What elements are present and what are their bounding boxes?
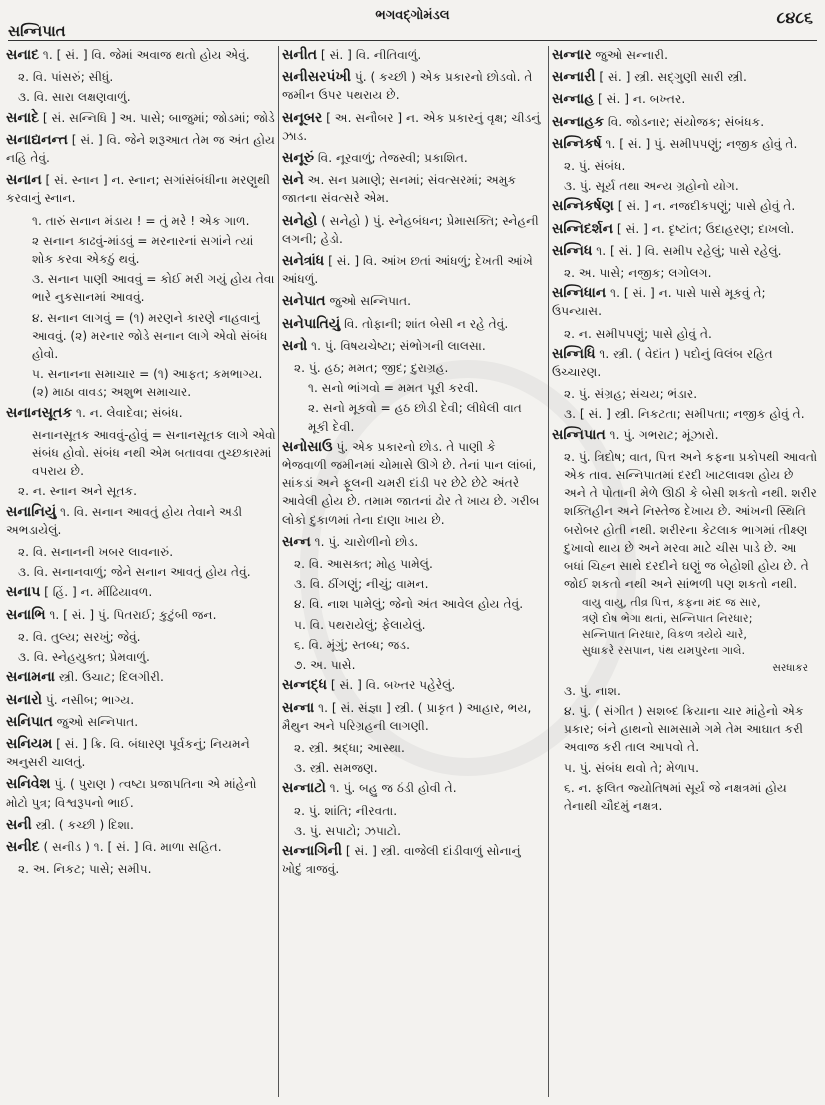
headword: સનાનસૂતક	[6, 404, 73, 421]
definition-text: [ સં. ] ન. બખ્તર.	[594, 92, 686, 107]
entry-sense	[282, 379, 544, 397]
dictionary-entry	[282, 533, 544, 551]
definition-text: ૧. [ સં. ] ન. પાસે પાસે મૂકવું તે; ઉપન્યાસ.	[552, 286, 766, 319]
entry-sense	[282, 555, 544, 573]
definition-text: વાયુ વાયુ, તીવ્ર પિત્ત, કફના મંદ જ સાર,	[582, 596, 761, 610]
dictionary-entry	[6, 775, 276, 811]
headword: સન્નદ્ધ	[282, 677, 328, 694]
definition-text: ૧. તારું સનાન મંડાય ! = તું મરે ! એક ગાળ.	[32, 213, 250, 228]
definition-text: ૧. [ સં. ] પું. સમીપપણું; નજીક હોવું તે.	[601, 136, 798, 151]
entry-sense	[552, 448, 818, 594]
headword: સનાદ્યનન્ત	[6, 131, 68, 148]
entry-sense	[282, 595, 544, 613]
definition-text: ૧. [ સં. ] પું. પિતરાઈ; કુટુંબી જન.	[45, 607, 217, 622]
definition-text: ૧. સ્ત્રી. ( વેદાંત ) પદોનું વિલંબ રહિત ઉચ્ચારણ.	[552, 346, 773, 380]
dictionary-entry	[282, 109, 544, 145]
definition-text: સનાનસૂતક આવવું-હોવું = સનાનસૂતક લાગે એવો સંબંધ હોવો. સંબંધ નથી એમ બતાવવા તુચ્છકારમાં વપરાય છે.	[32, 427, 276, 479]
definition-text: ૧. વિ. સનાન આવતું હોય તેવાને અડી અભડાયેલું.	[6, 504, 243, 537]
column-divider	[278, 46, 279, 1097]
column-2	[282, 46, 544, 1099]
entry-sense	[552, 177, 818, 195]
entry-sense	[282, 739, 544, 757]
definition-text: ૨. અ. પાસે; નજીક; લગોલગ.	[564, 266, 712, 281]
definition-text: ૪. વિ. નાશ પામેલું; જેનો અંત આવેલ હોય તેવું.	[294, 597, 524, 612]
entry-sense	[6, 309, 276, 364]
definition-text: ૩. વિ. સ્નેહયુક્ત; પ્રેમવાળું.	[18, 650, 150, 665]
headword: સનાભિ	[6, 606, 46, 623]
page-header	[0, 6, 825, 40]
dictionary-entry	[552, 345, 818, 381]
definition-text: [ સં. સ્નાન ] ન. સ્નાન; સગાંસંબંધીના મરણુથી કરવાનું સ્નાન.	[6, 173, 270, 206]
headword: સનેહો	[282, 212, 318, 229]
definition-text: [ સં. સન્નિધિ ] અ. પાસે; બાજુમાં; જોડમાં; જોડે	[39, 110, 275, 125]
headword: સન્નિકર્ષ	[552, 135, 602, 152]
entry-sense	[282, 636, 544, 654]
dictionary-entry	[552, 242, 818, 260]
headword: સન્નાહ	[552, 91, 595, 108]
dictionary-entry	[552, 90, 818, 108]
dictionary-entry	[552, 68, 818, 86]
headword: સનાપ	[6, 584, 41, 601]
headword: સનિવેશ	[6, 776, 51, 793]
definition-text: ૨. પું. ત્રિદોષ; વાત, પિત્ત અને કફના પ્રકોપથી આવતો એક તાવ. સન્નિપાતમાં દરદી ખાટલાવશ હોય છે અને તે પોતાની મેળે ઊઠી કે બેસી શકતો નથી. શરીર શક્તિહીન અને નિસ્તેજ દેખાય છે. આંખની સ્થિતિ બરોબર હોતી નથી. શરીરના કેટલાક ભાગમાં તીક્ષ્ણ દુખાવો થાય છે અને મરવા માટે ચીસ પાડે છે. આ બધાં ચિહ્ન સાથે દરદીને ઘણું જ બેહોશી હોય છે. તે જોઈ શકતો નથી અને સાંભળી પણ શકતો નથી.	[564, 449, 818, 592]
column-1	[6, 46, 276, 1099]
dictionary-entry	[552, 220, 818, 238]
dictionary-entry	[6, 131, 276, 167]
dictionary-entry	[282, 68, 544, 104]
definition-text: ૩. સ્ત્રી. સમજણ.	[294, 761, 378, 776]
definition-text: [ હિં. ] ન. મીંઢિયાવળ.	[40, 585, 153, 600]
entry-sense	[282, 822, 544, 840]
dictionary-entry	[282, 438, 544, 529]
dictionary-entry	[282, 212, 544, 248]
definition-text: [ સં. ] વિ. નીતિવાળું.	[317, 48, 422, 62]
entry-sense	[282, 399, 544, 435]
entry-sense	[6, 860, 276, 878]
entry-sense	[552, 627, 818, 643]
headword: સનિયમ	[6, 735, 53, 752]
headword: સનૂરું	[282, 150, 315, 167]
entry-sense	[6, 543, 276, 561]
entry-sense	[552, 643, 818, 659]
headword: સનેત્રાંધ	[282, 253, 325, 270]
entry-sense	[6, 68, 276, 86]
definition-text: ૩. પું. સપાટો; ઝપાટો.	[294, 823, 401, 838]
dictionary-entry	[6, 503, 276, 539]
entry-sense	[6, 482, 276, 500]
headword: સન્નિપાત	[552, 426, 606, 443]
definition-text: જુઓ સન્નિપાત.	[325, 294, 412, 309]
dictionary-entry	[6, 668, 276, 686]
definition-text: ૧. સનો ભાંગવો = મમત પૂરી કરવી.	[308, 381, 479, 396]
dictionary-entry	[282, 46, 544, 64]
headword: સન્નાહક	[552, 113, 605, 130]
entry-sense	[6, 232, 276, 268]
entry-sense	[282, 656, 544, 674]
headword: સનીદ	[6, 838, 40, 855]
column-divider	[548, 46, 549, 1097]
headword: સનિપાત	[6, 713, 53, 730]
headword: સન્ન	[282, 533, 311, 550]
entry-sense	[6, 270, 276, 306]
headword: સન્નિકર્ષણ	[552, 198, 614, 215]
dictionary-entry	[6, 691, 276, 709]
headword: સનીત	[282, 47, 318, 63]
definition-text: ૪. પું. ( સંગીત ) સશબ્દ ક્રિયાના ચાર માંહેનો એક પ્રકાર; બંને હાથનો સામસામે ગમે તેમ આઘાત કરી અવાજ કરી તાલ આપવો તે.	[564, 703, 804, 755]
definition-text: ૭. અ. પાસે.	[294, 658, 356, 673]
dictionary-entry	[6, 606, 276, 624]
definition-text: સ્ત્રી. ( કચ્છી ) દિશા.	[31, 817, 134, 832]
dictionary-entry	[6, 46, 276, 64]
entry-sense	[6, 365, 276, 401]
definition-text: ૧. [ સં. સંજ્ઞા ] સ્ત્રી. ( પ્રાકૃત ) આહાર, ભય, મૈથુન અને પરિગ્રહની લાગણી.	[282, 700, 532, 733]
headword: સની	[6, 816, 32, 833]
header-rule	[8, 40, 817, 41]
dictionary-entry	[282, 171, 544, 207]
headword: સનામના	[6, 669, 55, 686]
definition-text: ( સનીડ ) ૧. [ સં. ] વિ. માળા સહિત.	[39, 839, 222, 854]
column-3	[552, 46, 818, 1099]
definition-text: સન્નિપાત નિરધાર, વિકળ ત્રયેયે ચારે,	[582, 628, 747, 642]
headword: સનેપાત	[282, 293, 326, 310]
headword: સન્નિધિ	[552, 345, 596, 362]
definition-text: [ સં. ] વિ. જેને શરૂઆત તેમ જ અંત હોય નહિ તેવું.	[6, 132, 275, 166]
definition-text: ૨. પું. સંગ્રહ; સંચય; ભંડાર.	[564, 387, 698, 402]
definition-text: ૪. સનાન લાગવું = (૧) મરણને કારણે નાહવાનું આવવું. (૨) મરનાર જોડે સનાન લાગે એવો સંબંધ હોવો.	[32, 310, 268, 362]
definition-text: ત્રણે દોષ ભેગા થતાં, સન્નિપાત નિરધાર;	[582, 612, 753, 626]
entry-sense	[282, 759, 544, 777]
headword: સનારો	[6, 691, 42, 708]
definition-text: [ અ. સનૌબર ] ન. એક પ્રકારનું વૃક્ષ; ચીડનું ઝાડ.	[282, 110, 541, 143]
definition-text: ૧. પું. ગભરાટ; મૂંઝારો.	[605, 427, 719, 442]
dictionary-entry	[6, 713, 276, 731]
definition-text: ૧. પું. બહુ જ ઠંડી હોવી તે.	[325, 781, 457, 796]
entry-sense	[282, 575, 544, 593]
headword: સન્નિદર્શન	[552, 220, 613, 237]
headword: સન્નાટો	[282, 780, 326, 797]
definition-text: ૧. પું. વિષયચેષ્ટા; સંભોગની લાલસા.	[307, 338, 486, 353]
definition-text: ૫. સનાનના સમાચાર = (૧) આફત; કમભાગ્ય. (૨) માઠા વાવડ; અશુભ સમાચાર.	[32, 367, 263, 400]
definition-text: [ સં. ] સ્ત્રી. સદ્ગુણી સારી સ્ત્રી.	[595, 70, 747, 85]
definition-text: સ્ત્રી. ઉચાટ; દિલગીરી.	[54, 670, 164, 685]
definition-text: સુધાકરે રસપાન, પંથ યમપુરના ગાલે.	[582, 644, 746, 658]
headword: સનાનિયું	[6, 503, 57, 520]
definition-text: ૩. વિ. સનાનવાળું; જેને સનાન આવતું હોય તેવું.	[18, 565, 251, 580]
entry-sense	[282, 616, 544, 634]
definition-text: ૧. [ સં. ] વિ. જેમાં અવાજ થતો હોય એવું.	[39, 48, 250, 62]
dictionary-entry	[282, 292, 544, 310]
dictionary-entry	[6, 109, 276, 127]
definition-text: [ સં. ] સ્ત્રી. વાજેલી દાંડીવાળું સોનાનું ખોદું ત્રાજવું.	[282, 843, 521, 877]
dictionary-entry	[282, 252, 544, 288]
definition-text: ૧. ન. લેવાદેવા; સંબંધ.	[72, 405, 183, 420]
definition-text: વિ. નૂરવાળું; તેજસ્વી; પ્રકાશિત.	[314, 151, 468, 166]
definition-text: જુઓ સન્નિપાત.	[52, 714, 139, 729]
dictionary-entry	[282, 699, 544, 735]
definition-text: ૧. [ સં. ] વિ. સમીપ રહેલું; પાસે રહેલું.	[592, 243, 782, 258]
headword: સન્નિધ	[552, 242, 593, 259]
entry-sense	[552, 659, 818, 677]
definition-text: ૬. ન. ફલિત જ્યોતિષમાં સૂર્ય જે નક્ષત્રમાં હોય તેનાથી ચૌદમું નક્ષત્ર.	[564, 780, 787, 813]
dictionary-entry	[282, 337, 544, 355]
definition-text: ( સનેહો ) પું. સ્નેહબંધન; પ્રેમાસક્તિ; સ્નેહની લગની; હેડો.	[282, 213, 539, 246]
entry-sense	[6, 88, 276, 106]
dictionary-entry	[6, 838, 276, 856]
definition-text: ૫. પું. સંબંધ થવો તે; મેળાપ.	[564, 760, 700, 775]
dictionary-entry	[552, 113, 818, 131]
entry-sense	[282, 359, 544, 377]
entry-sense	[552, 405, 818, 423]
entry-sense	[552, 611, 818, 627]
definition-text: પું. ( કચ્છી ) એક પ્રકારનો છોડવો. તે જમીન ઉપર પથરાય છે.	[282, 70, 533, 103]
definition-text: ૨. પું. સંબંધ.	[564, 159, 626, 174]
definition-text: ૨. વિ. આસક્ત; મોહ પામેલું.	[294, 557, 433, 572]
dictionary-entry	[282, 676, 544, 694]
definition-text: અ. સન પ્રમાણે; સનમાં; સંવત્સરમાં; અમુક જાતના સંવત્સરે એમ.	[282, 173, 517, 206]
definition-text: ૫. વિ. પથરાયેલું; ફેલાયેલું.	[294, 617, 426, 632]
headword: સનીસરપંખી	[282, 69, 351, 86]
definition-text: ૩. [ સં. ] સ્ત્રી. નિકટતા; સમીપતા; નજીક હોવું તે.	[564, 407, 805, 422]
headword: સનાદે	[6, 109, 40, 126]
running-head-left: સન્નિપાત	[8, 22, 66, 40]
definition-text: ૨. સનો મૂકવો = હઠ છોડી દેવી; લીધેલી વાત મૂકી દેવી.	[308, 401, 522, 434]
definition-text: ૩. વિ. ઠીંગણું; નીચું; વામન.	[294, 577, 429, 592]
headword: સનાદ	[6, 47, 40, 63]
dictionary-entry	[282, 779, 544, 797]
definition-text: ૩. સનાન પાણી આવવું = કોઈ મરી ગયું હોય તેવા ભારે નુકસાનમાં આવવું.	[32, 272, 275, 305]
definition-text: જુઓ સન્નારી.	[591, 48, 668, 62]
dictionary-entry	[552, 284, 818, 320]
entry-sense	[552, 157, 818, 175]
definition-text: ૩. વિ. સારા લક્ષણવાળું.	[18, 90, 131, 105]
entry-sense	[552, 759, 818, 777]
page-number: ૮૪૮૬	[776, 8, 813, 27]
entry-sense	[6, 426, 276, 481]
definition-text: ૧. પું. ચારોળીનો છોડ.	[310, 534, 419, 549]
definition-text: ૨ સનાન કાઢવું-માંડવું = મરનારનાં સગાંને ત્યાં શોક કરવા એકઠું થવું.	[32, 233, 254, 267]
dictionary-entry	[6, 816, 276, 834]
headword: સન્નાગિની	[282, 842, 343, 859]
dictionary-entry	[552, 46, 818, 64]
definition-text: ૨. સ્ત્રી. શ્રદ્ધા; આસ્થા.	[294, 740, 405, 755]
definition-text: [ સં. ] વિ. બખ્તર પહેરેલું.	[327, 678, 456, 693]
definition-text: [ સં. ] ક્રિ. વિ. બંધારણ પૂર્વકનું; નિયમને અનુસરી ચાલતું.	[6, 736, 250, 770]
definition-text: વિ. જોડનાર; સંયોજક; સંબંધક.	[604, 114, 765, 129]
dictionary-entry	[6, 735, 276, 771]
dictionary-entry	[6, 583, 276, 601]
dictionary-entry	[552, 426, 818, 444]
definition-text: ૨. પું. હઠ; મમત; જીદ; દુરાગ્રહ.	[294, 361, 449, 376]
headword: સને	[282, 172, 304, 189]
headword: સન્નિધાન	[552, 285, 607, 302]
headword: સનોસાઉ	[282, 438, 333, 455]
definition-text: સરધાકર	[772, 662, 808, 675]
running-head-title: ભગવદ્ગોમંડલ	[375, 8, 450, 23]
definition-text: ૨. વિ. સનાનની ખબર લાવનારું.	[18, 545, 174, 560]
definition-text: વિ. તોફાની; શાંત બેસી ન રહે તેવું.	[340, 316, 509, 331]
definition-text: [ સં. ] ન. નજદીકપણું; પાસે હોવું તે.	[613, 199, 796, 214]
entry-sense	[552, 702, 818, 757]
definition-text: ૨. પું. શાંતિ; નીરવતા.	[294, 803, 398, 818]
entry-sense	[6, 628, 276, 646]
dictionary-entry	[282, 842, 544, 878]
entry-sense	[552, 682, 818, 700]
definition-text: ૬. વિ. મૂંગું; સ્તબ્ધ; જડ.	[294, 637, 410, 652]
definition-text: [ સં. ] વિ. આંખ છતાં આંધળું; દેખતી આંખે આંધળું.	[282, 254, 533, 287]
entry-sense	[282, 802, 544, 820]
definition-text: પું. ( પુરાણ ) ત્વષ્ટા પ્રજાપતિના એ માંહેનો મોટો પુત્ર; વિશ્વરૂપનો ભાઈ.	[6, 777, 257, 810]
entry-sense	[6, 563, 276, 581]
dictionary-entry	[6, 171, 276, 207]
dictionary-entry	[282, 315, 544, 333]
dictionary-entry	[552, 135, 818, 153]
definition-text: [ સં. ] ન. દૃષ્ટાંત; ઉદાહરણ; દાખલો.	[613, 221, 795, 236]
entry-sense	[552, 325, 818, 343]
definition-text: પું. એક પ્રકારનો છોડ. તે પાણી કે ભેજવાળી જમીનમાં ચોમાસે ઊગે છે. તેનાં પાન લાંબાં, સાંકડાં અને ફૂલની ચમરી દાંડી પર છેટે છેટે અંતરે આવેલી હોય છે. તમામ જાતનાં ઢોર તે ખાય છે. ગરીબ લોકો દુકાળમાં તેના દાણા ખાય છે.	[282, 439, 540, 527]
dictionary-entry	[6, 404, 276, 422]
definition-text: ૨. વિ. તુલ્ય; સરખું; જેવું.	[18, 629, 141, 644]
entry-sense	[552, 264, 818, 282]
definition-text: ૩. પું. સૂર્ય તથા અન્ય ગ્રહોનો યોગ.	[564, 179, 739, 194]
headword: સનો	[282, 337, 308, 354]
dictionary-entry	[552, 197, 818, 215]
definition-text: ૩. પું. નાશ.	[564, 683, 621, 698]
headword: સન્નાર	[552, 47, 592, 63]
headword: સન્નારી	[552, 69, 596, 86]
headword: સન્ના	[282, 699, 315, 716]
headword: સનાન	[6, 172, 42, 189]
definition-text: ૨. ન. સ્નાન અને સૂતક.	[18, 484, 138, 499]
headword: સનૂબર	[282, 109, 323, 126]
headword: સનેપાતિયું	[282, 315, 341, 332]
entry-sense	[552, 779, 818, 815]
entry-sense	[552, 385, 818, 403]
entry-sense	[552, 595, 818, 611]
definition-text: પું. નસીબ; ભાગ્ય.	[41, 692, 135, 707]
entry-sense	[6, 212, 276, 230]
definition-text: ૨. અ. નિકટ; પાસે; સમીપ.	[18, 862, 152, 877]
entry-sense	[6, 648, 276, 666]
definition-text: ૨. ન. સમીપપણું; પાસે હોવું તે.	[564, 326, 712, 341]
definition-text: ૨. વિ. પાંસરું; સીધું.	[18, 70, 114, 85]
dictionary-entry	[282, 149, 544, 167]
